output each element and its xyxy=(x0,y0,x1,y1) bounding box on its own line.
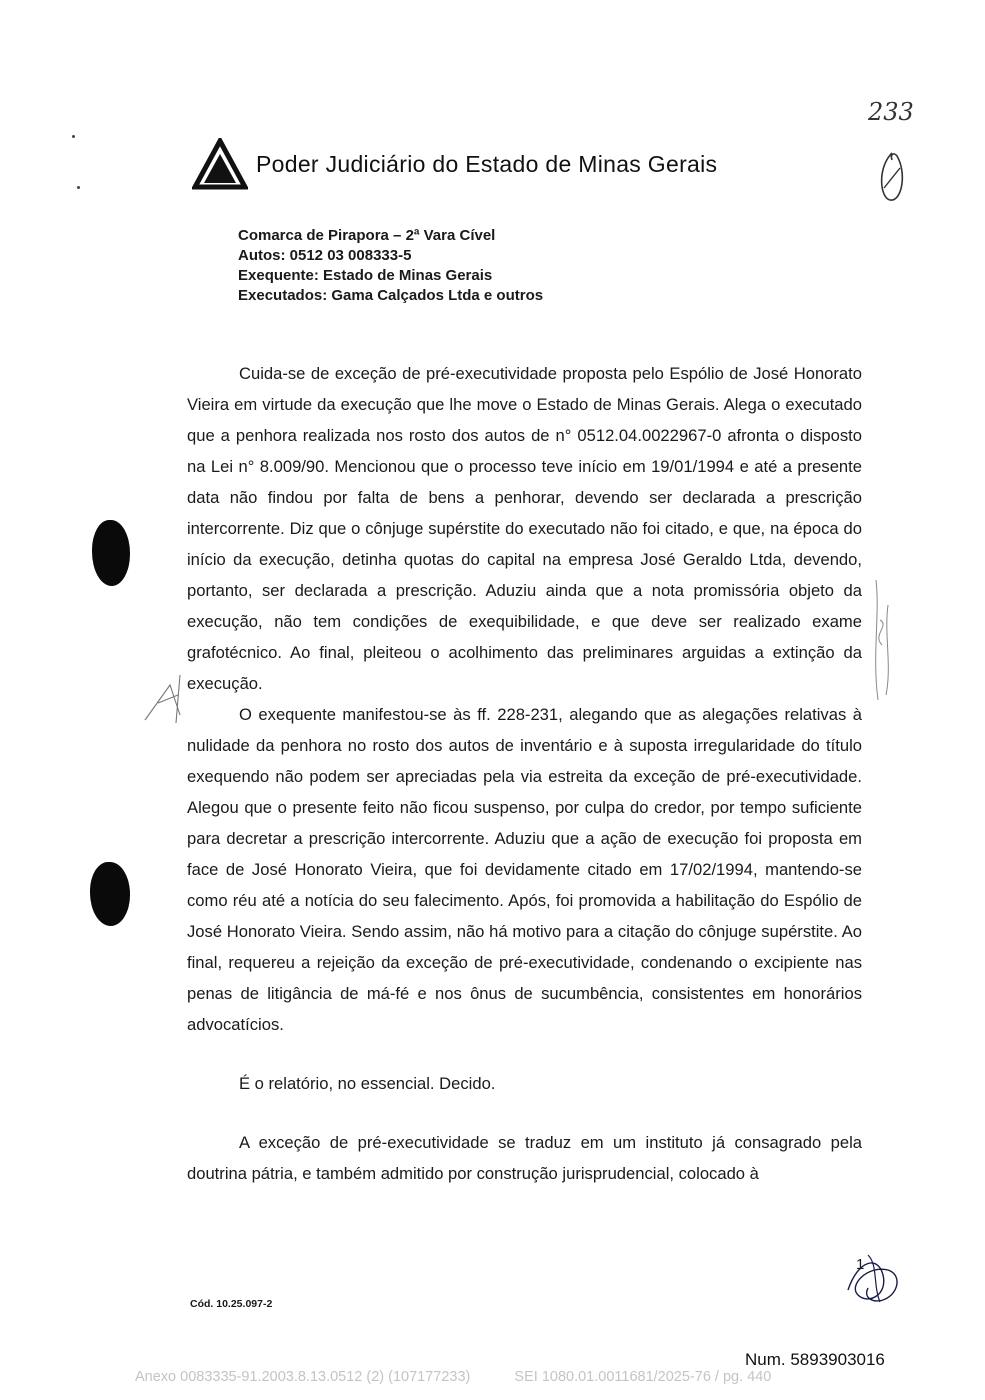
handwritten-signature xyxy=(838,1250,908,1310)
case-court: Comarca de Pirapora – 2ª Vara Cível xyxy=(238,227,496,244)
case-info xyxy=(238,226,543,306)
punch-hole-blot-bottom xyxy=(90,862,130,926)
folio-number: 233 xyxy=(868,98,914,126)
case-plaintiff: Exequente: Estado de Minas Gerais xyxy=(238,267,493,284)
court-title: Poder Judiciário do Estado de Minas Gerais xyxy=(256,150,718,177)
footer-sei: SEI 1080.01.0011681/2025-76 / pg. 440 xyxy=(514,1369,772,1385)
form-code: Cód. 10.25.097-2 xyxy=(190,1298,273,1310)
footer-watermark xyxy=(135,1369,811,1385)
margin-pencil-mark-right xyxy=(862,575,902,705)
paragraph-1: Cuida-se de exceção de pré-executividade proposta pelo Espólio de José Honorato Vieira em virtude da execução que lhe move o Estado de Minas Gerais. Alega o executado que a penhora realizada nos rosto dos autos de n° 0512.04.0022967-0 afronta o disposto na Lei n° 8.009/90. Mencionou que o processo teve início em 19/01/1994 e até a presente data não findou por falta de bens a penhorar, devendo ser declarada a prescrição intercorrente. Diz que o cônjuge supérstite do executado não foi citado, e que, na época do início da execução, detinha quotas do capital na empresa José Geraldo Ltda, devendo, portanto, ser declarada a prescrição. Aduziu ainda que a nota promissória objeto da execução, não tem condições de exequibilidade, e que deve ser realizado exame grafotécnico. Ao final, pleiteou o acolhimento das preliminares arguidas a extinção da execução. xyxy=(187,364,862,693)
court-triangle-logo xyxy=(192,138,248,190)
handwritten-initial-mark xyxy=(872,148,912,208)
margin-dot xyxy=(72,135,75,138)
footer-annex: Anexo 0083335-91.2003.8.13.0512 (2) (107177233) xyxy=(135,1369,471,1385)
paragraph-2: O exequente manifestou-se às ff. 228-231, alegando que as alegações relativas à nulidade da penhora no rosto dos autos de inventário e à suposta irregularidade do título exequendo não podem ser apreciadas pela via estreita da exceção de pré-executividade. Alegou que o presente feito não ficou suspenso, por culpa do credor, por tempo suficiente para decretar a prescrição intercorrente. Aduziu que a ação de execução foi proposta em face de José Honorato Vieira, que foi devidamente citado em 17/02/1994, mantendo-se como réu até a notícia do seu falecimento. Após, foi promovida a habilitação do Espólio de José Honorato Vieira. Sendo assim, não há motivo para a citação do cônjuge supérstite. Ao final, requereu a rejeição da exceção de pré-executividade, condenando o excipiente nas penas de litigância de má-fé e nos ônus de sucumbência, consistentes em honorários advocatícios. xyxy=(187,705,862,1034)
page-header xyxy=(192,138,717,190)
punch-hole-blot-top xyxy=(92,520,130,586)
margin-pencil-mark-left xyxy=(140,665,190,725)
margin-dot xyxy=(77,186,80,189)
decision-body xyxy=(187,358,862,1189)
document-number: Num. 5893903016 xyxy=(745,1350,885,1369)
page-number: 1 xyxy=(856,1256,865,1273)
paragraph-4: A exceção de pré-executividade se traduz em um instituto já consagrado pela doutrina pátria, e também admitido por construção jurisprudencial, colocado à xyxy=(187,1133,862,1183)
case-number: Autos: 0512 03 008333-5 xyxy=(238,247,412,264)
paragraph-3: É o relatório, no essencial. Decido. xyxy=(239,1074,496,1093)
case-defendants: Executados: Gama Calçados Ltda e outros xyxy=(238,287,544,304)
